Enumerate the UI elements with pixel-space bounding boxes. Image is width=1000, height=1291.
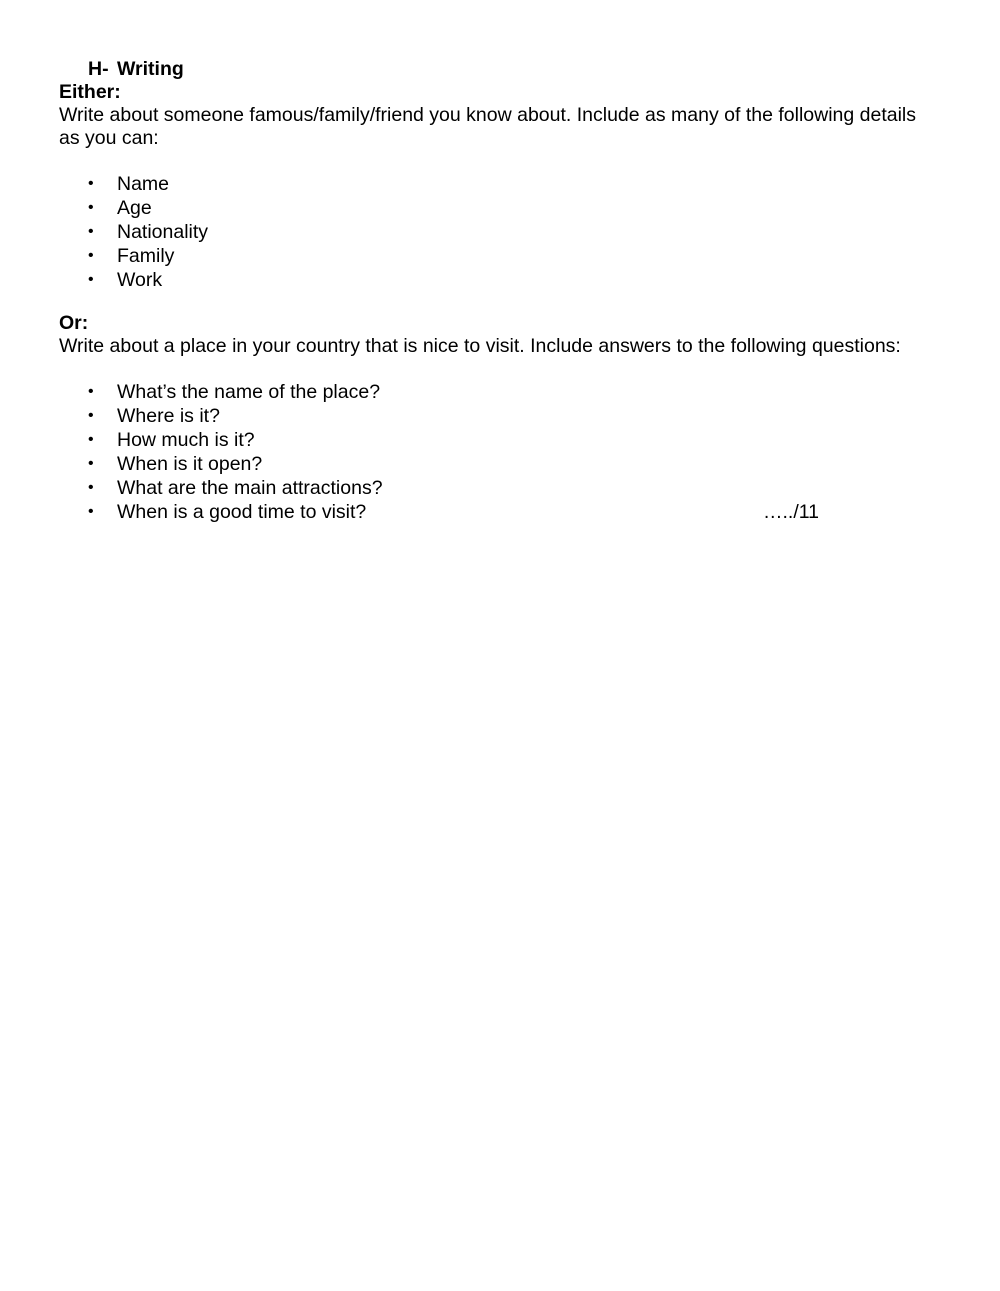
list-item: • What’s the name of the place? <box>88 381 381 403</box>
or-question-list <box>59 380 939 524</box>
bullet-icon: • <box>88 175 94 192</box>
section-heading <box>59 58 939 81</box>
list-item: • When is a good time to visit? …../11 <box>88 501 819 523</box>
list-item: • How much is it? <box>88 429 255 451</box>
section-title: Writing <box>117 58 184 80</box>
bullet-icon: • <box>88 383 94 400</box>
or-instruction: Write about a place in your country that is nice to visit. Include answers to the following questions: <box>59 335 901 357</box>
list-item: • What are the main attractions? <box>88 477 383 499</box>
score-mark: …../11 <box>763 501 819 523</box>
list-item: • Age <box>88 197 152 219</box>
list-item: • Family <box>88 245 175 267</box>
list-item: • Where is it? <box>88 405 220 427</box>
either-instruction: Write about someone famous/family/friend you know about. Include as many of the following details as you can: <box>59 104 917 149</box>
or-label: Or: <box>59 312 89 334</box>
list-item: • Nationality <box>88 221 209 243</box>
section-number: H- <box>88 58 109 80</box>
bullet-icon: • <box>88 223 94 240</box>
either-label: Either: <box>59 81 121 103</box>
bullet-icon: • <box>88 503 94 520</box>
list-item: • When is it open? <box>88 453 263 475</box>
list-item: • Name <box>88 173 170 195</box>
bullet-icon: • <box>88 199 94 216</box>
bullet-icon: • <box>88 455 94 472</box>
worksheet-page <box>59 58 939 524</box>
bullet-icon: • <box>88 431 94 448</box>
bullet-icon: • <box>88 271 94 288</box>
list-item: • Work <box>88 269 163 291</box>
bullet-icon: • <box>88 479 94 496</box>
either-detail-list <box>59 172 939 292</box>
bullet-icon: • <box>88 247 94 264</box>
bullet-icon: • <box>88 407 94 424</box>
